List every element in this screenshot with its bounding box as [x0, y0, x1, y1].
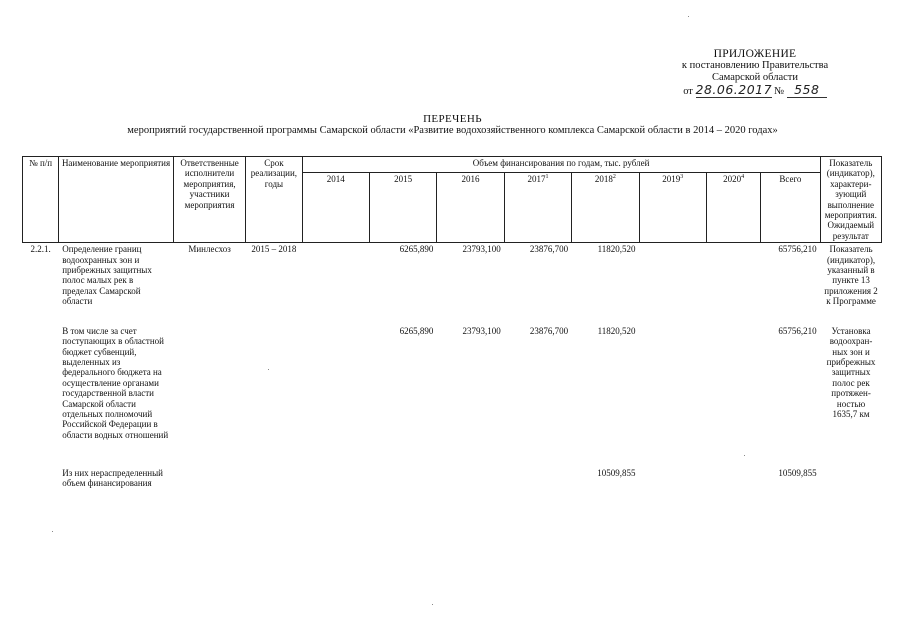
row-period [246, 467, 302, 507]
date-field [696, 84, 772, 98]
program-table [22, 156, 882, 507]
row-value-2018: 11820,520 [597, 325, 636, 336]
row-value-total: 65756,210 [778, 244, 817, 255]
scan-speck [432, 604, 433, 605]
table-row [23, 325, 882, 467]
row-value-2016: 23793,100 [462, 244, 501, 255]
row-name: Из них нераспределенный объем финансирования [62, 467, 163, 489]
row-value-2017: 23876,700 [529, 244, 569, 255]
row-value-total: 10509,855 [778, 467, 817, 478]
number-prefix: № [774, 86, 785, 97]
header-total: Всего [761, 173, 820, 243]
document-subtitle: мероприятий государственной программы Самарской области «Развитие водохозяйственного комплекса Самарской области в 2014 – 2020 годах» [127, 125, 778, 136]
appendix-block [640, 48, 870, 100]
date-prefix: от [683, 86, 693, 97]
row-indicator [820, 467, 881, 507]
row-value-2015: 6265,890 [399, 325, 434, 336]
header-year-2017: 2017$^1$ [504, 173, 571, 243]
header-year-2019: 2019$^3$ [639, 173, 706, 243]
table-row [23, 467, 882, 507]
row-name: В том числе за счет поступающих в областной бюджет субвенций, выделенных из федерального бюджета на осуществление органами государственной власти Самарской области отдельных полномочий Российской Федерации в области водных отношений [62, 325, 169, 440]
table-row [23, 243, 882, 325]
header-name: Наименование мероприятия [59, 157, 174, 243]
header-indicator: Показатель (индикатор), характеризующий выполнение мероприятия. Ожидаемый результат [820, 157, 881, 243]
row-period: 2015 – 2018 [251, 244, 297, 255]
row-value-2016: 23793,100 [462, 325, 501, 336]
row-value-2019 [639, 467, 706, 507]
header-year-2015: 2015 [369, 173, 436, 243]
row-value-2019 [639, 243, 706, 325]
row-value-2015 [369, 467, 436, 507]
header-year-2020: 2020$^4$ [706, 173, 760, 243]
row-value-2014 [302, 243, 369, 325]
row-executor [173, 325, 245, 467]
header-period: Срок реализации, годы [246, 157, 302, 243]
scan-speck [52, 531, 53, 532]
row-value-2016 [437, 467, 504, 507]
header-funding: Объем финансирования по годам, тыс. рублей [302, 157, 820, 173]
row-num: 2.2.1. [30, 244, 51, 255]
date-value: 28.06.2017 [695, 82, 773, 97]
row-indicator: Показатель (индикатор), указанный в пункте 13 приложения 2 к Программе [824, 244, 878, 307]
row-value-2020 [706, 467, 760, 507]
row-name: Определение границ водоохранных зон и прибрежных защитных полос малых рек в пределах Самарской области [62, 244, 152, 307]
scan-speck [268, 369, 269, 370]
row-value-2020 [706, 325, 760, 467]
row-period [246, 325, 302, 467]
row-value-2019 [639, 325, 706, 467]
measures-table [22, 156, 882, 507]
document-title: ПЕРЕЧЕНЬ [423, 113, 482, 125]
row-num [23, 467, 59, 507]
row-value-total: 65756,210 [778, 325, 817, 336]
row-indicator: Установка водоохранных зон и прибрежных защитных полос рек протяженностью 1635,7 км [826, 325, 876, 419]
row-executor: Минлесхоз [188, 244, 231, 255]
row-num [23, 325, 59, 467]
number-value: 558 [794, 82, 820, 97]
header-executors: Ответственные исполнители мероприятия, участники мероприятия [173, 157, 245, 243]
row-executor [173, 467, 245, 507]
row-value-2020 [706, 243, 760, 325]
header-num: № п/п [23, 157, 59, 243]
row-value-2017 [504, 467, 571, 507]
header-year-2016: 2016 [437, 173, 504, 243]
number-field [787, 84, 827, 98]
row-value-2017: 23876,700 [529, 325, 569, 336]
row-value-2015: 6265,890 [399, 244, 434, 255]
row-value-2018: 11820,520 [597, 244, 636, 255]
scan-speck [744, 455, 745, 456]
header-year-2018: 2018$^2$ [572, 173, 639, 243]
appendix-line-2: Самарской области [712, 72, 798, 83]
header-year-2014: 2014 [302, 173, 369, 243]
appendix-date-line [640, 84, 870, 100]
row-value-2014 [302, 325, 369, 467]
row-value-2018: 10509,855 [597, 467, 636, 478]
scan-speck [688, 16, 689, 17]
row-value-2014 [302, 467, 369, 507]
appendix-line-1: к постановлению Правительства [681, 60, 829, 71]
appendix-title: ПРИЛОЖЕНИЕ [713, 48, 797, 60]
